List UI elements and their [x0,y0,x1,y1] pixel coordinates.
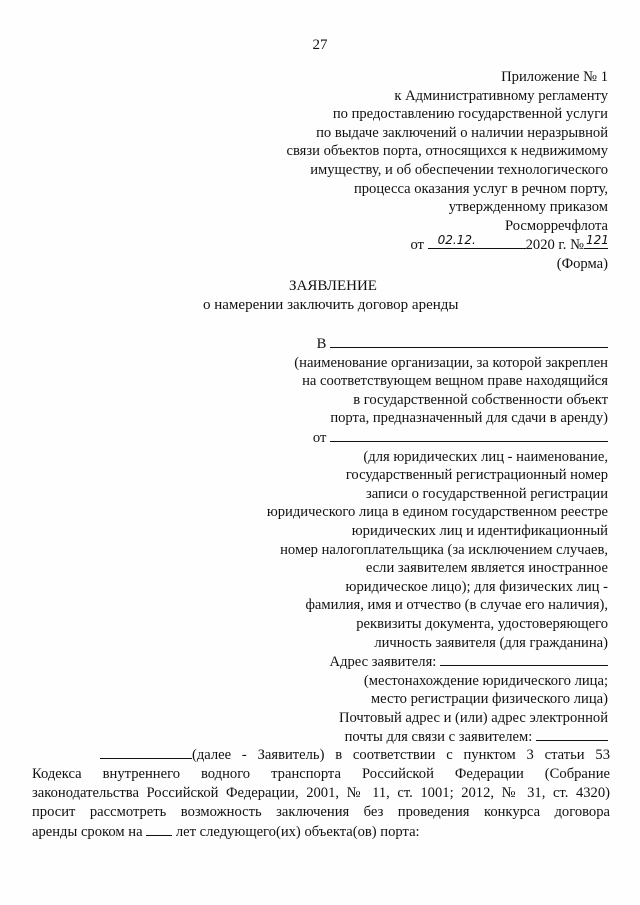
order-date-line [287,232,609,255]
body-line: Кодекса внутреннего водного транспорта Российской Федерации (Собрание [32,766,610,782]
appendix-line: по предоставлению государственной услуги [332,106,608,123]
application-body [32,745,610,842]
body-line: законодательства Российской Федерации, 2001, № 11, ст. 1001; 2012, № 31, ст. 4320) [32,785,610,801]
date-suffix: 2020 г. № [525,237,584,254]
from-hint-line: юридическое лицо); для физических лиц - [345,578,608,595]
body-line-text: (далее - Заявитель) в соответствии с пунктом 3 статьи 53 [192,747,610,763]
from-hint-line: номер налогоплательщика (за исключением случаев, [280,541,608,558]
appendix-line: утвержденному приказом [448,199,608,216]
addressee-block [267,334,608,747]
appendix-line: Росморречфлота [505,217,608,234]
from-hint-line: фамилия, имя и отчество (в случае его наличия), [305,597,608,614]
to-field [330,334,608,348]
from-hint-line: записи о государственной регистрации [365,485,608,502]
address-label: Адрес заявителя: [329,654,437,671]
body-line [32,822,610,842]
body-line [32,745,610,765]
appendix-line: Приложение № 1 [501,69,608,85]
document-subtitle: о намерении заключить договор аренды [203,297,459,313]
to-hint-line: на соответствующем вещном праве находящийся [302,373,608,390]
document-title: ЗАЯВЛЕНИЕ [289,278,377,294]
appendix-line: имуществу, и об обеспечении технологического [310,161,608,178]
from-field [330,428,608,442]
from-hint-line: юридического лица в едином государственном реестре [266,504,608,521]
appendix-line: к Административному регламенту [394,87,608,104]
appendix-line: по выдаче заключений о наличии неразрывной [316,124,608,141]
to-line [267,334,608,354]
form-label: (Форма) [556,255,608,272]
from-prefix: от [312,429,327,446]
from-hint-line: если заявителем является иностранное [365,560,608,577]
term-field [146,822,172,836]
date-prefix: от [410,237,424,254]
appendix-line: связи объектов порта, относящихся к недвижимому [286,143,608,160]
address-field [440,652,608,666]
from-line [267,428,608,448]
address-line [267,652,608,672]
to-hint-line: (наименование организации, за которой закреплен [294,354,608,371]
order-number-field [584,232,609,249]
date-field [428,232,526,249]
address-hint-line: (местонахождение юридического лица; [363,672,608,689]
from-hint-line: юридических лиц и идентификационный [351,522,608,539]
appendix-line: процесса оказания услуг в речном порту, [353,180,608,197]
page-number: 27 [312,37,328,53]
term-suffix: лет следующего(их) объекта(ов) порта: [175,824,420,840]
handwritten-date: 02.12. [437,232,476,247]
body-line: просит рассмотреть возможность заключения без проведения конкурса договора [32,804,610,820]
from-hint-line: реквизиты документа, удостоверяющего [356,615,608,632]
from-hint-line: (для юридических лиц - наименование, [363,448,608,465]
appendix-header [287,68,609,274]
term-prefix: аренды сроком на [32,824,143,840]
address-hint-line: место регистрации физического лица) [370,691,608,708]
postal-field [536,727,608,741]
postal-label: Почтовый адрес и (или) адрес электронной [338,709,608,726]
to-hint-line: порта, предназначенный для сдачи в аренду) [330,410,608,427]
postal-label-2: почты для связи с заявителем: [344,729,533,746]
handwritten-number: 121 [586,232,609,247]
from-hint-line: государственный регистрационный номер [345,467,608,484]
from-hint-line: личность заявителя (для гражданина) [374,634,608,651]
applicant-field [100,745,192,759]
to-hint-line: в государственной собственности объект [353,391,608,408]
to-prefix: В [316,336,327,352]
